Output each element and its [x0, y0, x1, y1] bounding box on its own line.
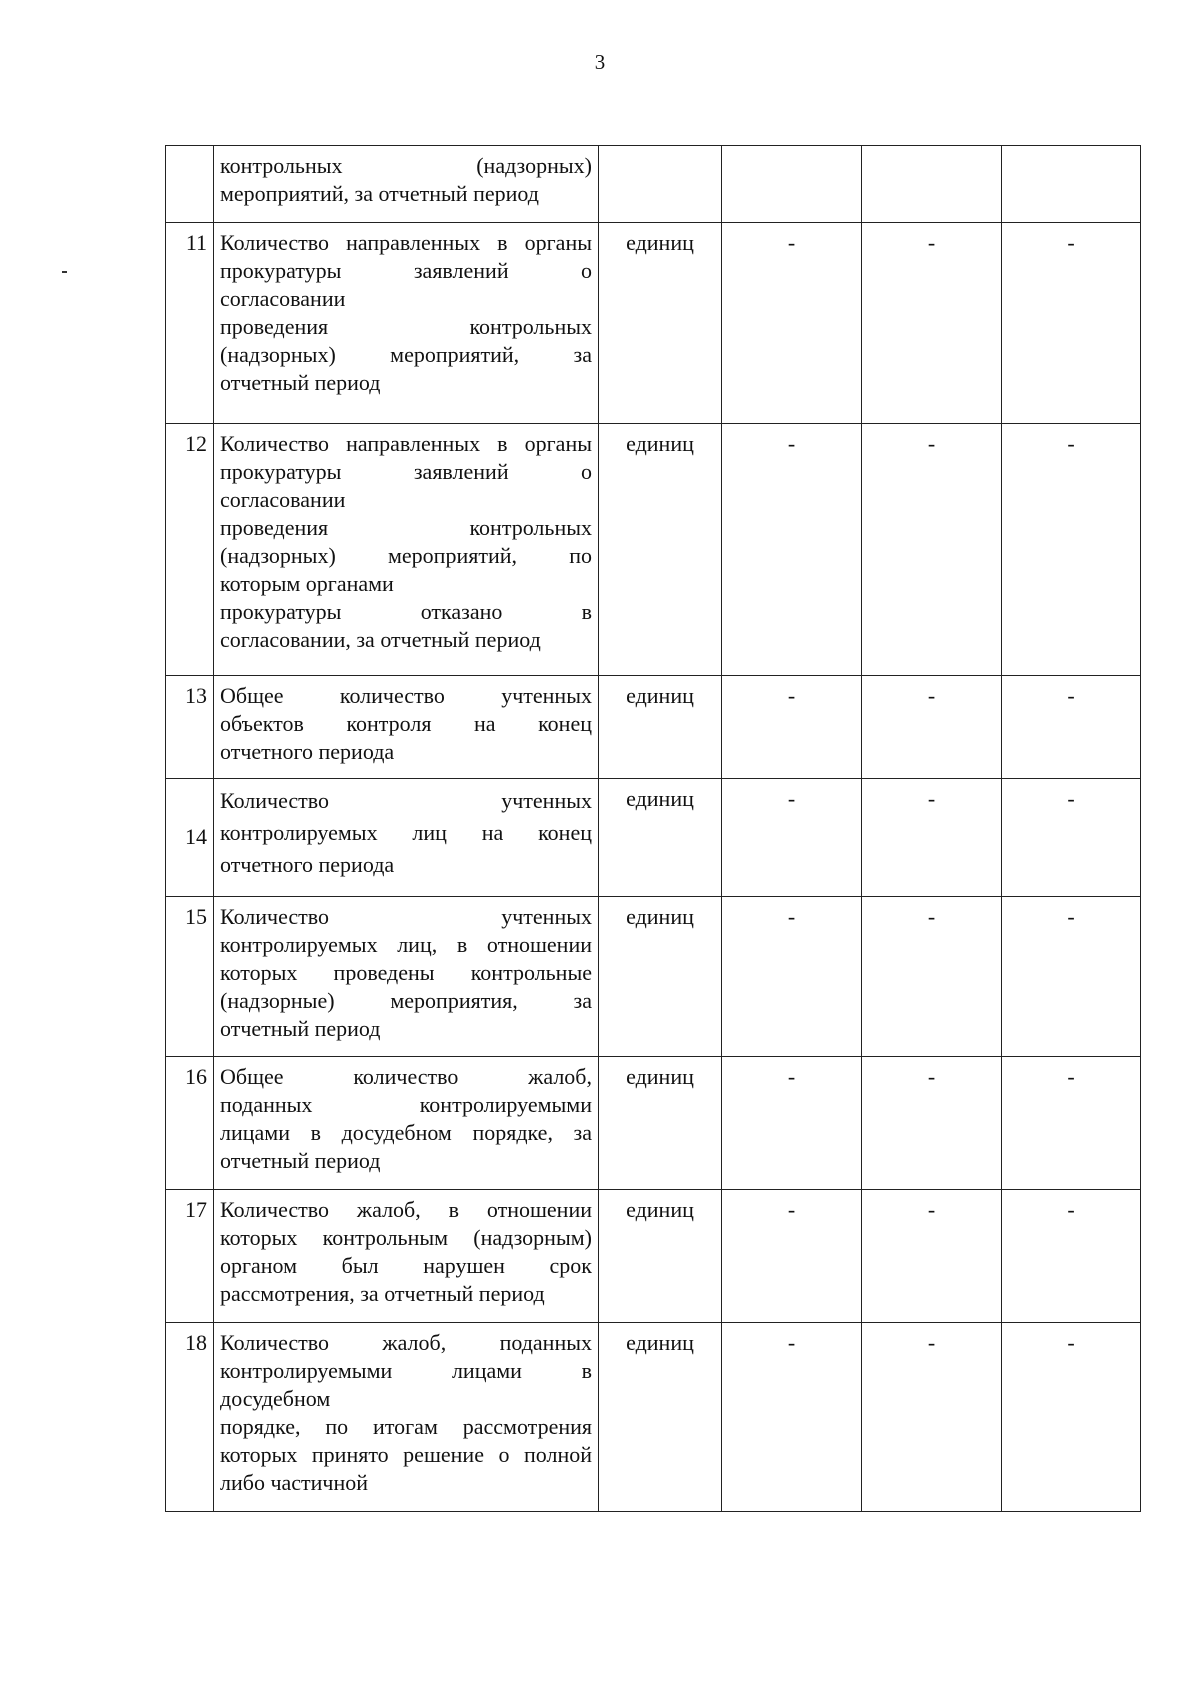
row-value-2: -: [862, 424, 1002, 676]
row-unit: единиц: [599, 1323, 722, 1512]
description-line: (надзорные) мероприятия, за: [220, 988, 592, 1013]
row-value-3: -: [1002, 223, 1141, 424]
table-row: [166, 146, 1141, 223]
table-row: [166, 1057, 1141, 1190]
page-number: 3: [594, 50, 606, 74]
description-line: прокуратуры заявлений о: [220, 459, 592, 484]
row-number: 18: [166, 1323, 214, 1512]
row-value-1: -: [722, 676, 862, 779]
description-line: (надзорных) мероприятий, по: [220, 543, 592, 568]
row-value-1: -: [722, 424, 862, 676]
row-value-3: -: [1002, 897, 1141, 1057]
description-line: отчетный период: [220, 1148, 381, 1173]
row-number: 11: [166, 223, 214, 424]
description-line: контролируемыми лицами в: [220, 1358, 592, 1383]
row-unit: единиц: [599, 424, 722, 676]
row-value-1: -: [722, 1057, 862, 1190]
row-description: [214, 223, 599, 424]
description-line: согласовании: [220, 487, 346, 512]
description-line: отчетный период: [220, 1016, 381, 1041]
description-line: отчетного периода: [220, 739, 395, 764]
row-unit: единиц: [599, 779, 722, 897]
row-unit: единиц: [599, 1057, 722, 1190]
row-value-2: -: [862, 1323, 1002, 1512]
description-line: Общее количество жалоб,: [220, 1064, 592, 1089]
row-description: [214, 424, 599, 676]
description-line: мероприятий, за отчетный период: [220, 181, 539, 206]
description-line: отчетный период: [220, 370, 381, 395]
row-number: 15: [166, 897, 214, 1057]
description-line: контрольных (надзорных): [220, 153, 592, 178]
stray-mark: [62, 271, 67, 273]
row-value-2: [862, 146, 1002, 223]
description-line: прокуратуры отказано в: [220, 599, 592, 624]
row-value-3: -: [1002, 1057, 1141, 1190]
description-line: согласовании, за отчетный период: [220, 627, 541, 652]
description-line: Количество направленных в органы: [220, 230, 592, 255]
row-number: 17: [166, 1190, 214, 1323]
row-value-2: -: [862, 223, 1002, 424]
row-unit: единиц: [599, 676, 722, 779]
row-number: 16: [166, 1057, 214, 1190]
row-description: [214, 1190, 599, 1323]
row-value-3: -: [1002, 1323, 1141, 1512]
description-line: которых принято решение о полной: [220, 1442, 592, 1467]
description-line: согласовании: [220, 286, 346, 311]
description-line: контролируемых лиц, в отношении: [220, 932, 592, 957]
row-number: 14: [166, 779, 214, 897]
row-description: [214, 1057, 599, 1190]
table-row: [166, 1190, 1141, 1323]
row-value-3: -: [1002, 424, 1141, 676]
row-value-2: -: [862, 676, 1002, 779]
description-line: досудебном: [220, 1386, 331, 1411]
row-description: [214, 897, 599, 1057]
description-line: Количество учтенных: [220, 904, 592, 929]
row-value-3: -: [1002, 1190, 1141, 1323]
description-line: отчетного периода: [220, 852, 395, 877]
row-description: [214, 146, 599, 223]
row-value-1: [722, 146, 862, 223]
description-line: рассмотрения, за отчетный период: [220, 1281, 545, 1306]
description-line: Количество учтенных: [220, 788, 592, 813]
row-value-1: -: [722, 223, 862, 424]
row-number: 13: [166, 676, 214, 779]
row-description: [214, 676, 599, 779]
row-value-2: -: [862, 1057, 1002, 1190]
table-row: [166, 424, 1141, 676]
description-line: лицами в досудебном порядке, за: [220, 1120, 592, 1145]
description-line: Количество жалоб, в отношении: [220, 1197, 592, 1222]
row-value-1: -: [722, 897, 862, 1057]
row-description: [214, 1323, 599, 1512]
row-description: [214, 779, 599, 897]
description-line: которым органами: [220, 571, 394, 596]
table-row: [166, 223, 1141, 424]
description-line: проведения контрольных: [220, 515, 592, 540]
row-value-1: -: [722, 1323, 862, 1512]
description-line: (надзорных) мероприятий, за: [220, 342, 592, 367]
table-body: [166, 146, 1141, 1512]
row-number: [166, 146, 214, 223]
description-line: прокуратуры заявлений о: [220, 258, 592, 283]
table-row: [166, 676, 1141, 779]
description-line: органом был нарушен срок: [220, 1253, 592, 1278]
table-row: [166, 897, 1141, 1057]
row-unit: [599, 146, 722, 223]
description-line: Количество жалоб, поданных: [220, 1330, 592, 1355]
description-line: объектов контроля на конец: [220, 711, 592, 736]
indicators-table: [165, 145, 1141, 1512]
row-number: 12: [166, 424, 214, 676]
row-value-2: -: [862, 897, 1002, 1057]
description-line: которых проведены контрольные: [220, 960, 592, 985]
row-unit: единиц: [599, 1190, 722, 1323]
row-value-3: -: [1002, 779, 1141, 897]
table-row: [166, 1323, 1141, 1512]
row-value-1: -: [722, 779, 862, 897]
description-line: поданных контролируемыми: [220, 1092, 592, 1117]
description-line: проведения контрольных: [220, 314, 592, 339]
description-line: либо частичной: [220, 1470, 369, 1495]
description-line: порядке, по итогам рассмотрения: [220, 1414, 592, 1439]
row-value-2: -: [862, 779, 1002, 897]
row-value-3: [1002, 146, 1141, 223]
row-value-3: -: [1002, 676, 1141, 779]
table-row: [166, 779, 1141, 897]
row-value-1: -: [722, 1190, 862, 1323]
row-value-2: -: [862, 1190, 1002, 1323]
description-line: которых контрольным (надзорным): [220, 1225, 592, 1250]
description-line: Общее количество учтенных: [220, 683, 592, 708]
row-unit: единиц: [599, 897, 722, 1057]
description-line: Количество направленных в органы: [220, 431, 592, 456]
description-line: контролируемых лиц на конец: [220, 820, 592, 845]
row-unit: единиц: [599, 223, 722, 424]
